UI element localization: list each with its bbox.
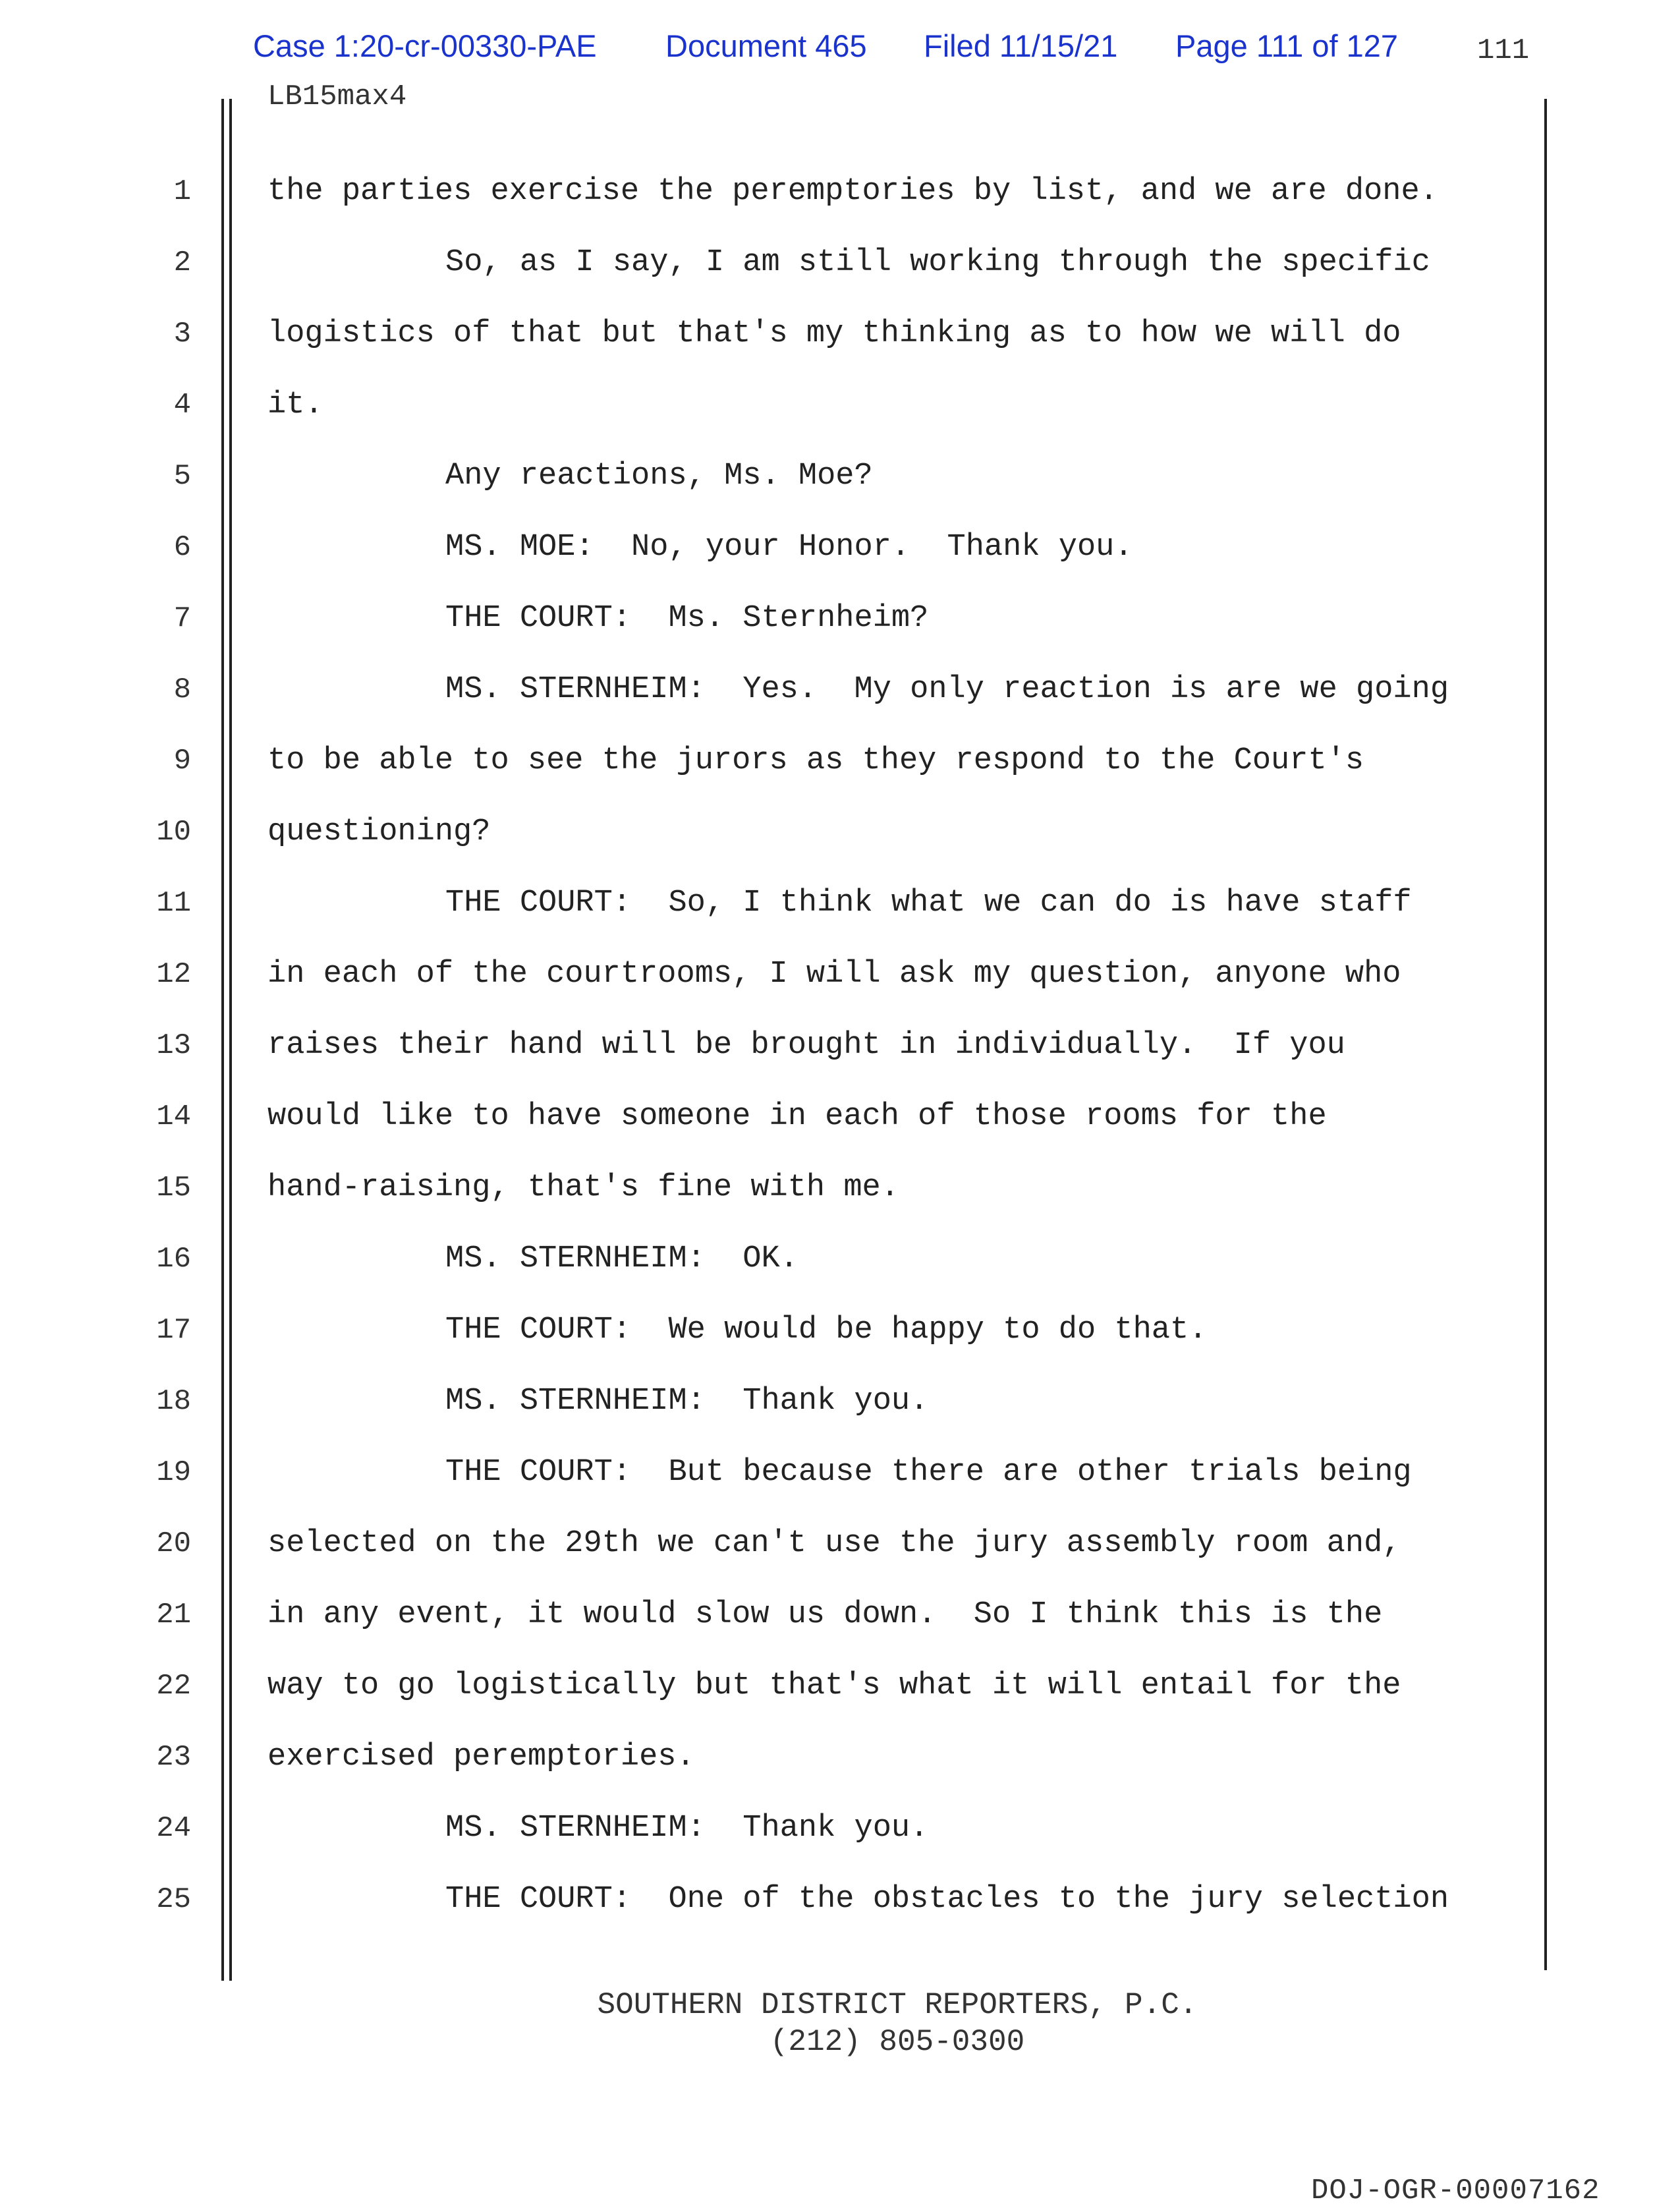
reporter-name: SOUTHERN DISTRICT REPORTERS, P.C. (597, 1988, 1198, 2022)
transcript-line: in each of the courtrooms, I will ask my question, anyone who (267, 957, 1401, 992)
transcript-id-code: LB15max4 (267, 80, 407, 113)
line-number: 1 (173, 175, 191, 208)
document-number: Document 465 (665, 28, 867, 63)
line-number: 4 (173, 389, 191, 422)
case-number: Case 1:20-cr-00330-PAE (253, 28, 597, 63)
transcript-line: in any event, it would slow us down. So I think this is the (267, 1597, 1383, 1632)
line-number: 7 (173, 602, 191, 635)
line-number: 22 (156, 1670, 191, 1703)
transcript-line: THE COURT: But because there are other trials being (445, 1455, 1412, 1490)
transcript-line: exercised peremptories. (267, 1740, 695, 1774)
transcript-line: THE COURT: Ms. Sternheim? (445, 601, 929, 636)
transcript-line: way to go logistically but that's what it will entail for the (267, 1668, 1401, 1703)
line-number: 24 (156, 1812, 191, 1845)
transcript-line: selected on the 29th we can't use the jury assembly room and, (267, 1526, 1401, 1561)
transcript-line: hand-raising, that's fine with me. (267, 1170, 899, 1205)
line-number: 23 (156, 1741, 191, 1774)
transcript-line: logistics of that but that's my thinking as to how we will do (267, 316, 1401, 351)
line-number: 11 (156, 887, 191, 920)
transcript-line: would like to have someone in each of those rooms for the (267, 1099, 1327, 1134)
line-number: 17 (156, 1314, 191, 1347)
line-number: 14 (156, 1100, 191, 1133)
line-number: 6 (173, 531, 191, 564)
page-footer (0, 1987, 1680, 2060)
line-number: 20 (156, 1527, 191, 1560)
bates-number: DOJ-OGR-00007162 (1311, 2174, 1600, 2207)
line-number: 8 (173, 673, 191, 706)
transcript-line: it. (267, 387, 323, 422)
line-number: 21 (156, 1599, 191, 1631)
line-number: 19 (156, 1456, 191, 1489)
transcript-line: the parties exercise the peremptories by list, and we are done. (267, 174, 1438, 209)
left-margin-rule-inner (229, 99, 232, 1981)
line-number: 10 (156, 816, 191, 849)
transcript-line: MS. STERNHEIM: Yes. My only reaction is are we going (445, 672, 1449, 707)
left-margin-rule-outer (221, 99, 224, 1981)
transcript-line: raises their hand will be brought in individually. If you (267, 1028, 1345, 1063)
transcript-line: questioning? (267, 814, 491, 849)
line-number: 2 (173, 246, 191, 279)
line-number: 3 (173, 318, 191, 351)
filing-header (253, 28, 1439, 74)
line-number: 18 (156, 1385, 191, 1418)
transcript-page-number: 111 (1477, 34, 1530, 67)
line-number: 12 (156, 958, 191, 991)
line-number: 5 (173, 460, 191, 493)
transcript-line: MS. MOE: No, your Honor. Thank you. (445, 530, 1133, 565)
filed-date: Filed 11/15/21 (924, 28, 1118, 63)
line-number: 13 (156, 1029, 191, 1062)
transcript-line: THE COURT: We would be happy to do that. (445, 1313, 1208, 1347)
transcript-line: THE COURT: So, I think what we can do is have staff (445, 886, 1412, 921)
reporter-phone: (212) 805-0300 (770, 2025, 1025, 2059)
transcript-line: THE COURT: One of the obstacles to the jury selection (445, 1882, 1449, 1917)
page-of-total: Page 111 of 127 (1175, 28, 1398, 63)
transcript-line: MS. STERNHEIM: Thank you. (445, 1811, 929, 1846)
transcript-line: So, as I say, I am still working through the specific (445, 245, 1430, 280)
line-number: 25 (156, 1883, 191, 1916)
line-number: 16 (156, 1243, 191, 1276)
transcript-line: MS. STERNHEIM: OK. (445, 1241, 798, 1276)
transcript-line: Any reactions, Ms. Moe? (445, 459, 873, 494)
transcript-line: to be able to see the jurors as they respond to the Court's (267, 743, 1364, 778)
line-number: 15 (156, 1172, 191, 1205)
line-number: 9 (173, 745, 191, 778)
transcript-line: MS. STERNHEIM: Thank you. (445, 1384, 929, 1419)
right-margin-rule (1544, 99, 1547, 1970)
